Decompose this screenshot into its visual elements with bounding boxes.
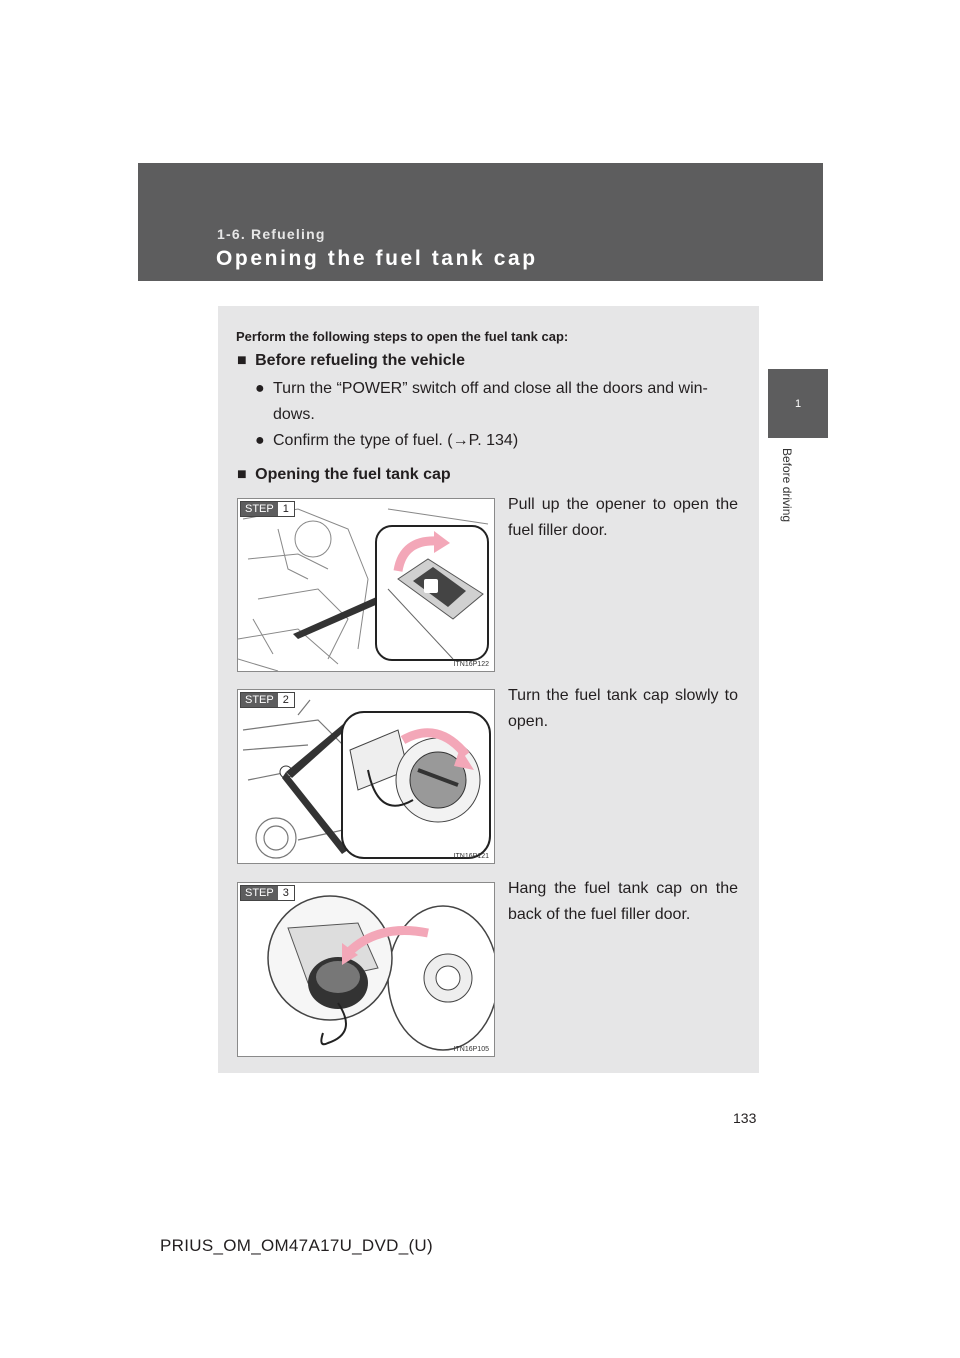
intro-text: Perform the following steps to open the fuel tank cap: [236,329,569,344]
step-badge [240,885,295,901]
chapter-number: 1 [794,397,802,410]
step2-illustration [237,689,495,864]
square-bullet-icon: ■ [237,352,247,369]
step1-illustration [237,498,495,672]
header-band [138,163,823,281]
step-label: STEP [241,886,278,900]
figure-code: ITN16P121 [453,853,489,860]
subheading-opening-cap [237,466,451,484]
document-code: PRIUS_OM_OM47A17U_DVD_(U) [160,1236,433,1255]
bullet-item [255,376,745,428]
step-badge [240,692,295,708]
step-badge [240,501,295,517]
circle-bullet-icon: ● [255,432,265,449]
bullet-item [255,428,745,454]
section-label: 1-6. Refueling [217,226,326,242]
chapter-tab[interactable] [768,369,828,438]
opener-lever-illustration [238,499,494,671]
step1-text: Pull up the opener to open the fuel filler door. [508,496,738,539]
figure-code: ITN16P122 [453,661,489,668]
step-number: 2 [282,694,289,706]
page-number: 133 [733,1110,757,1126]
chapter-label: Before driving [780,448,794,523]
fuel-cap-turning-illustration [238,690,494,863]
step3-illustration [237,882,495,1057]
step-number: 3 [282,887,289,899]
hang-cap-illustration [238,883,494,1056]
page-title: Opening the fuel tank cap [216,247,538,270]
step-label: STEP [241,693,278,707]
subheading-text: Before refueling the vehicle [255,352,465,369]
step3-text: Hang the fuel tank cap on the back of the fuel filler door. [508,880,738,923]
content-box [218,306,759,1073]
step2-text: Turn the fuel tank cap slowly to open. [508,687,738,730]
step-label: STEP [241,502,278,516]
subheading-before-refueling [237,352,465,370]
figure-code: ITN16P105 [453,1046,489,1053]
subheading-text: Opening the fuel tank cap [255,466,451,483]
bullet-text: Turn the “POWER” switch off and close all the doors and win-dows. [273,380,708,423]
square-bullet-icon: ■ [237,466,247,483]
bullet-text: Confirm the type of fuel. (→P. 134) [273,432,519,449]
circle-bullet-icon: ● [255,380,265,397]
step-number: 1 [282,503,289,515]
